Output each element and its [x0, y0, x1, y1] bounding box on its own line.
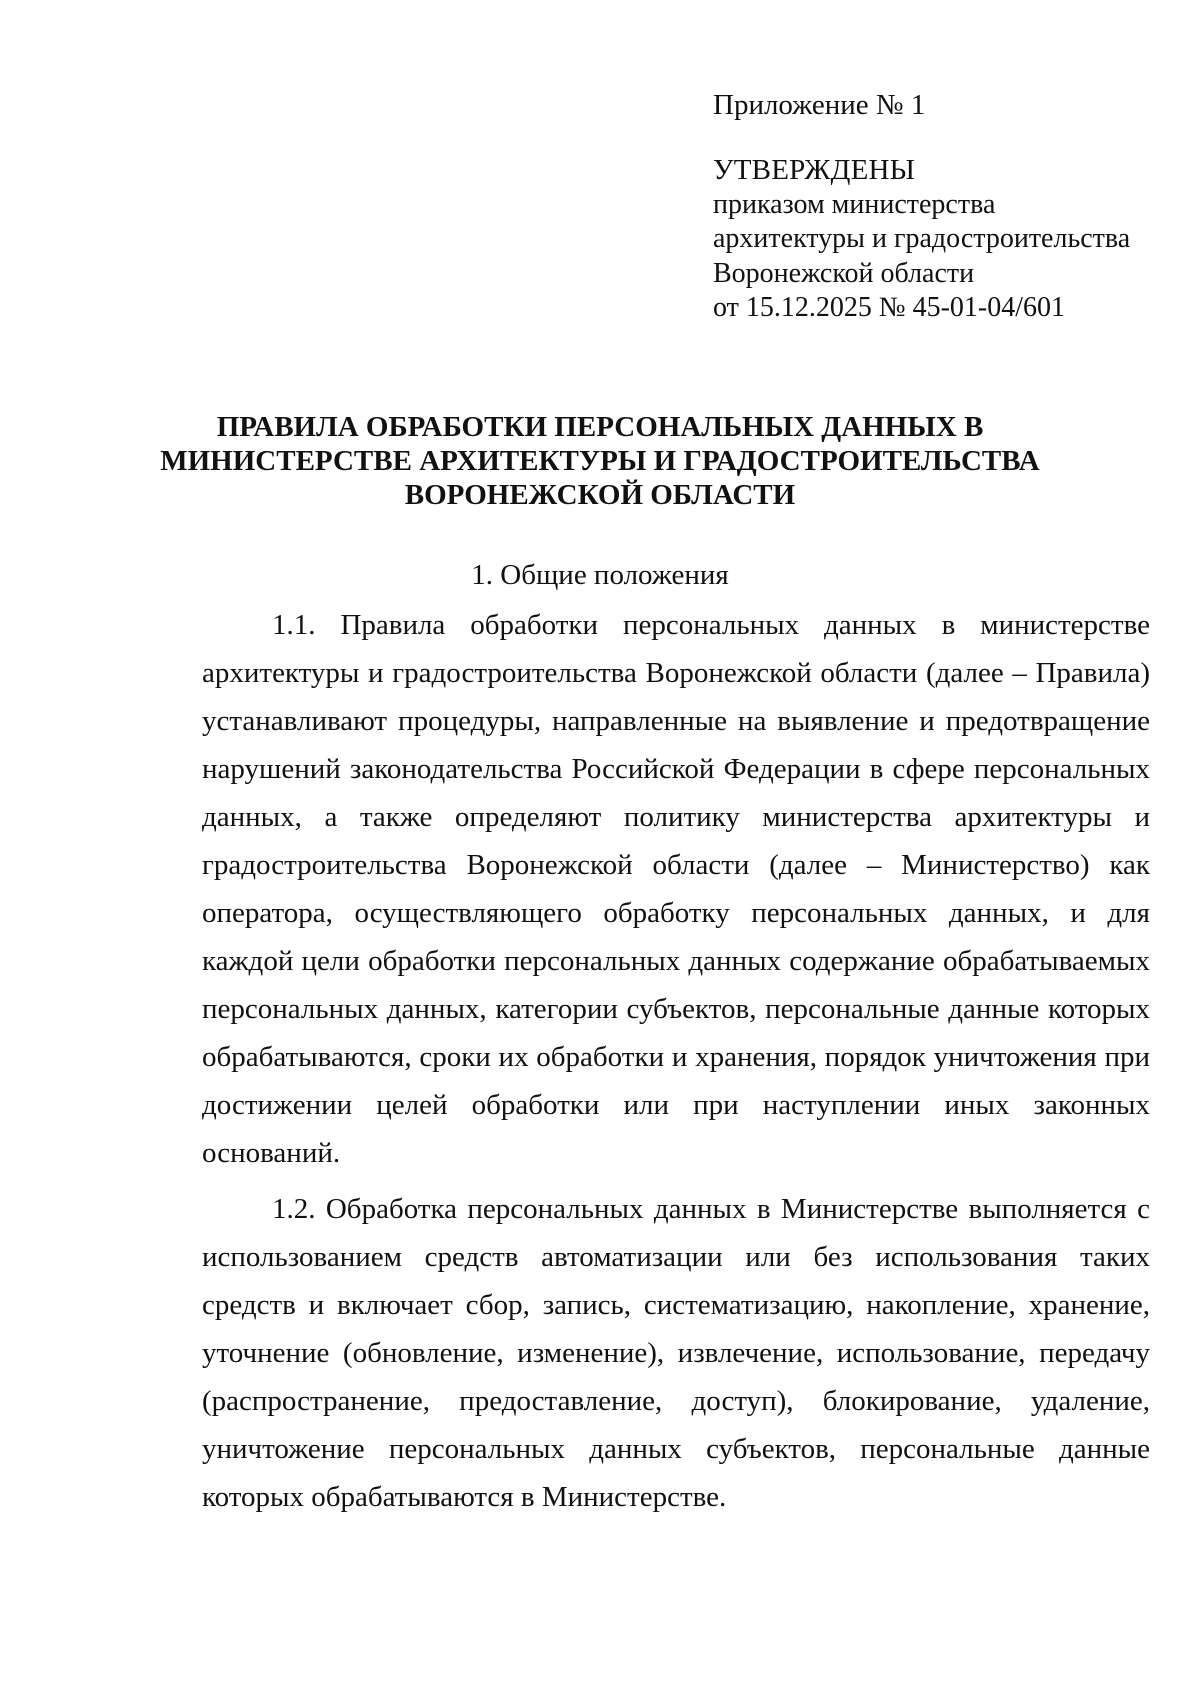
approval-order-date-number: от 15.12.2025 № 45-01-04/601: [713, 292, 1066, 323]
approved-heading: УТВЕРЖДЕНЫ: [713, 154, 916, 186]
paragraph-1-2: 1.2. Обработка персональных данных в Министерстве выполняется с использованием средств автоматизации или без использования таких средств и включает сбор, запись, систематизацию, накопление, хранение, уточнение (обновление, изменение), извлечение, использование, передачу (распространение, предоставление, доступ), блокирование, удаление, уничтожение персональных данных субъектов, персональные данные которых обрабатываются в Министерстве.: [202, 1193, 1150, 1513]
paragraph-1-1: 1.1. Правила обработки персональных данных в министерстве архитектуры и градостроительства Воронежской области (далее – Правила) устанавливают процедуры, направленные на выявление и предотвращение нарушений законодательства Российской Федерации в сфере персональных данных, а также определяют политику министерства архитектуры и градостроительства Воронежской области (далее – Министерство) как оператора, осуществляющего обработку персональных данных, и для каждой цели обработки персональных данных содержание обрабатываемых персональных данных, категории субъектов, персональные данные которых обрабатываются, сроки их обработки и хранения, порядок уничтожения при достижении целей обработки или при наступлении иных законных оснований.: [202, 609, 1150, 1169]
title-line: ПРАВИЛА ОБРАБОТКИ ПЕРСОНАЛЬНЫХ ДАННЫХ В: [216, 411, 984, 443]
section-heading: 1. Общие положения: [471, 559, 729, 591]
document-title: [150, 410, 1050, 512]
approval-line: Воронежской области: [713, 257, 975, 289]
paragraph-1-1-block: [202, 601, 1150, 1177]
approval-line: приказом министерства: [713, 188, 996, 220]
appendix-number: Приложение № 1: [713, 89, 926, 121]
title-line: ВОРОНЕЖСКОЙ ОБЛАСТИ: [404, 479, 796, 511]
paragraph-1-2-block: [202, 1185, 1150, 1521]
title-line: МИНИСТЕРСТВЕ АРХИТЕКТУРЫ И ГРАДОСТРОИТЕЛЬСТВА: [160, 445, 1040, 477]
approval-line: архитектуры и градостроительства: [713, 223, 1131, 254]
approval-block: [713, 153, 1130, 326]
